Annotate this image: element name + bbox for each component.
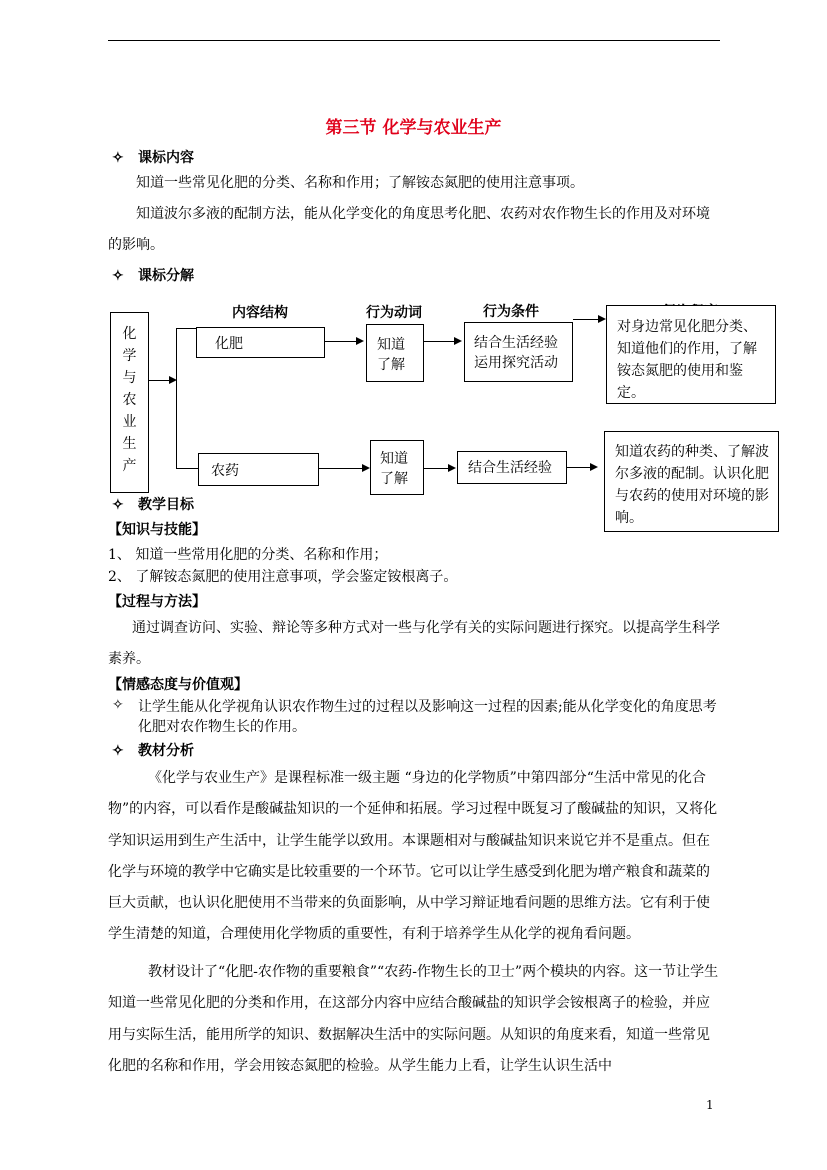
arrow-icon xyxy=(448,464,456,472)
subheading-attitude: 【情感态度与价值观】 xyxy=(108,677,248,693)
paragraph: 知道一些常见化肥的分类、名称和作用；了解铵态氮肥的使用注意事项。 xyxy=(136,175,584,191)
paragraph: 教材设计了“化肥-农作物的重要粮食”“农药-作物生长的卫士”两个模块的内容。这一节让学生知道一些常见化肥的分类和作用，在这部分内容中应结合酸碱盐的知识学会铵根离子的检验，并应用与实际生活，能用所学的知识、数据解决生活中的实际问题。从知识的角度来看，知道一些常见化肥的名称和作用，学会用铵态氮肥的检验。从学生能力上看，让学生认识生活中 xyxy=(108,964,719,1074)
arrow-icon xyxy=(356,337,364,345)
bullet-icon: ✧ xyxy=(112,743,124,759)
connector-line xyxy=(325,341,356,342)
section-heading-curriculum: ✧ 课标内容 xyxy=(112,150,194,166)
bullet-icon: ✧ xyxy=(112,497,124,513)
verb-box-2: 知道 了解 xyxy=(370,440,424,495)
connector-line xyxy=(176,468,198,469)
section-heading-breakdown: ✧ 课标分解 xyxy=(112,268,194,284)
arrow-icon xyxy=(362,464,370,472)
paragraph: 通过调查访问、实验、辩论等多种方式对一些与化学有关的实际问题进行探究。以提高学生科学素养。 xyxy=(108,620,720,667)
connector-line xyxy=(567,467,590,468)
subheading-knowledge: 【知识与技能】 xyxy=(108,522,206,538)
connector-line xyxy=(319,468,362,469)
root-box: 化 学 与 农 业 生 产 xyxy=(110,312,149,493)
degree-box-2: 知道农药的种类、了解波尔多液的配制。认识化肥与农药的使用对环境的影响。 xyxy=(604,431,779,532)
connector-line xyxy=(176,328,196,329)
arrow-icon xyxy=(590,463,598,471)
header-condition: 行为条件 xyxy=(483,304,539,320)
subheading-process: 【过程与方法】 xyxy=(108,594,206,610)
section-heading-materials: ✧ 教材分析 xyxy=(112,743,194,759)
header-structure: 内容结构 xyxy=(232,305,288,321)
section-heading-objectives: ✧ 教学目标 xyxy=(112,497,194,513)
header-verb: 行为动词 xyxy=(366,305,422,321)
page-number: 1 xyxy=(706,1098,714,1112)
paragraph: 《化学与农业生产》是课程标准一级主题 “身边的化学物质”中第四部分“生活中常见的化合物”的内容，可以看作是酸碱盐知识的一个延伸和拓展。学习过程中既复习了酸碱盐的知识，又将化学知识运用到生产生活中，让学生能学以致用。本课题相对与酸碱盐知识来说它并不是重点。但在化学与环境的教学中它确实是比较重要的一个环节。它可以让学生感受到化肥为增产粮食和蔬菜的巨大贡献，也认识化肥使用不当带来的负面影响，从中学习辩证地看问题的思维方法。它有利于使学生清楚的知道，合理使用化学物质的重要性，有利于培养学生从化学的视角看问题。 xyxy=(108,770,718,943)
arrow-icon xyxy=(598,315,606,323)
paragraph: 知道波尔多液的配制方法，能从化学变化的角度思考化肥、农药对农作物生长的作用及对环境的影响。 xyxy=(108,206,710,253)
bullet-icon: ✧ xyxy=(112,268,124,284)
paragraph: 让学生能从化学视角认识农作物生过的过程以及影响这一过程的因素;能从化学变化的角度思考化肥对农作物生长的作用。 xyxy=(138,699,717,735)
connector-line xyxy=(424,341,454,342)
arrow-icon xyxy=(454,337,462,345)
bullet-icon: ✧ xyxy=(112,150,124,166)
connector-line xyxy=(424,468,448,469)
list-item: 1、 知道一些常用化肥的分类、名称和作用； xyxy=(108,547,388,563)
header-rule xyxy=(108,40,720,41)
degree-box-1: 对身边常见化肥分类、知道他们的作用，了解铵态氮肥的使用和鉴定。 xyxy=(606,305,776,404)
condition-box-1: 结合生活经验 运用探究活动 xyxy=(464,322,573,382)
verb-box-1: 知道 了解 xyxy=(366,324,424,382)
condition-box-2: 结合生活经验 xyxy=(457,451,567,484)
page-title: 第三节 化学与农业生产 xyxy=(325,118,502,138)
list-item: 2、 了解铵态氮肥的使用注意事项，学会鉴定铵根离子。 xyxy=(108,569,458,585)
connector-line xyxy=(573,319,598,320)
connector-line xyxy=(149,380,169,381)
connector-line xyxy=(176,328,177,468)
bullet-icon: ✧ xyxy=(112,697,124,713)
item-fertilizer-box: 化肥 xyxy=(196,327,325,358)
item-pesticide-box: 农药 xyxy=(198,453,319,486)
